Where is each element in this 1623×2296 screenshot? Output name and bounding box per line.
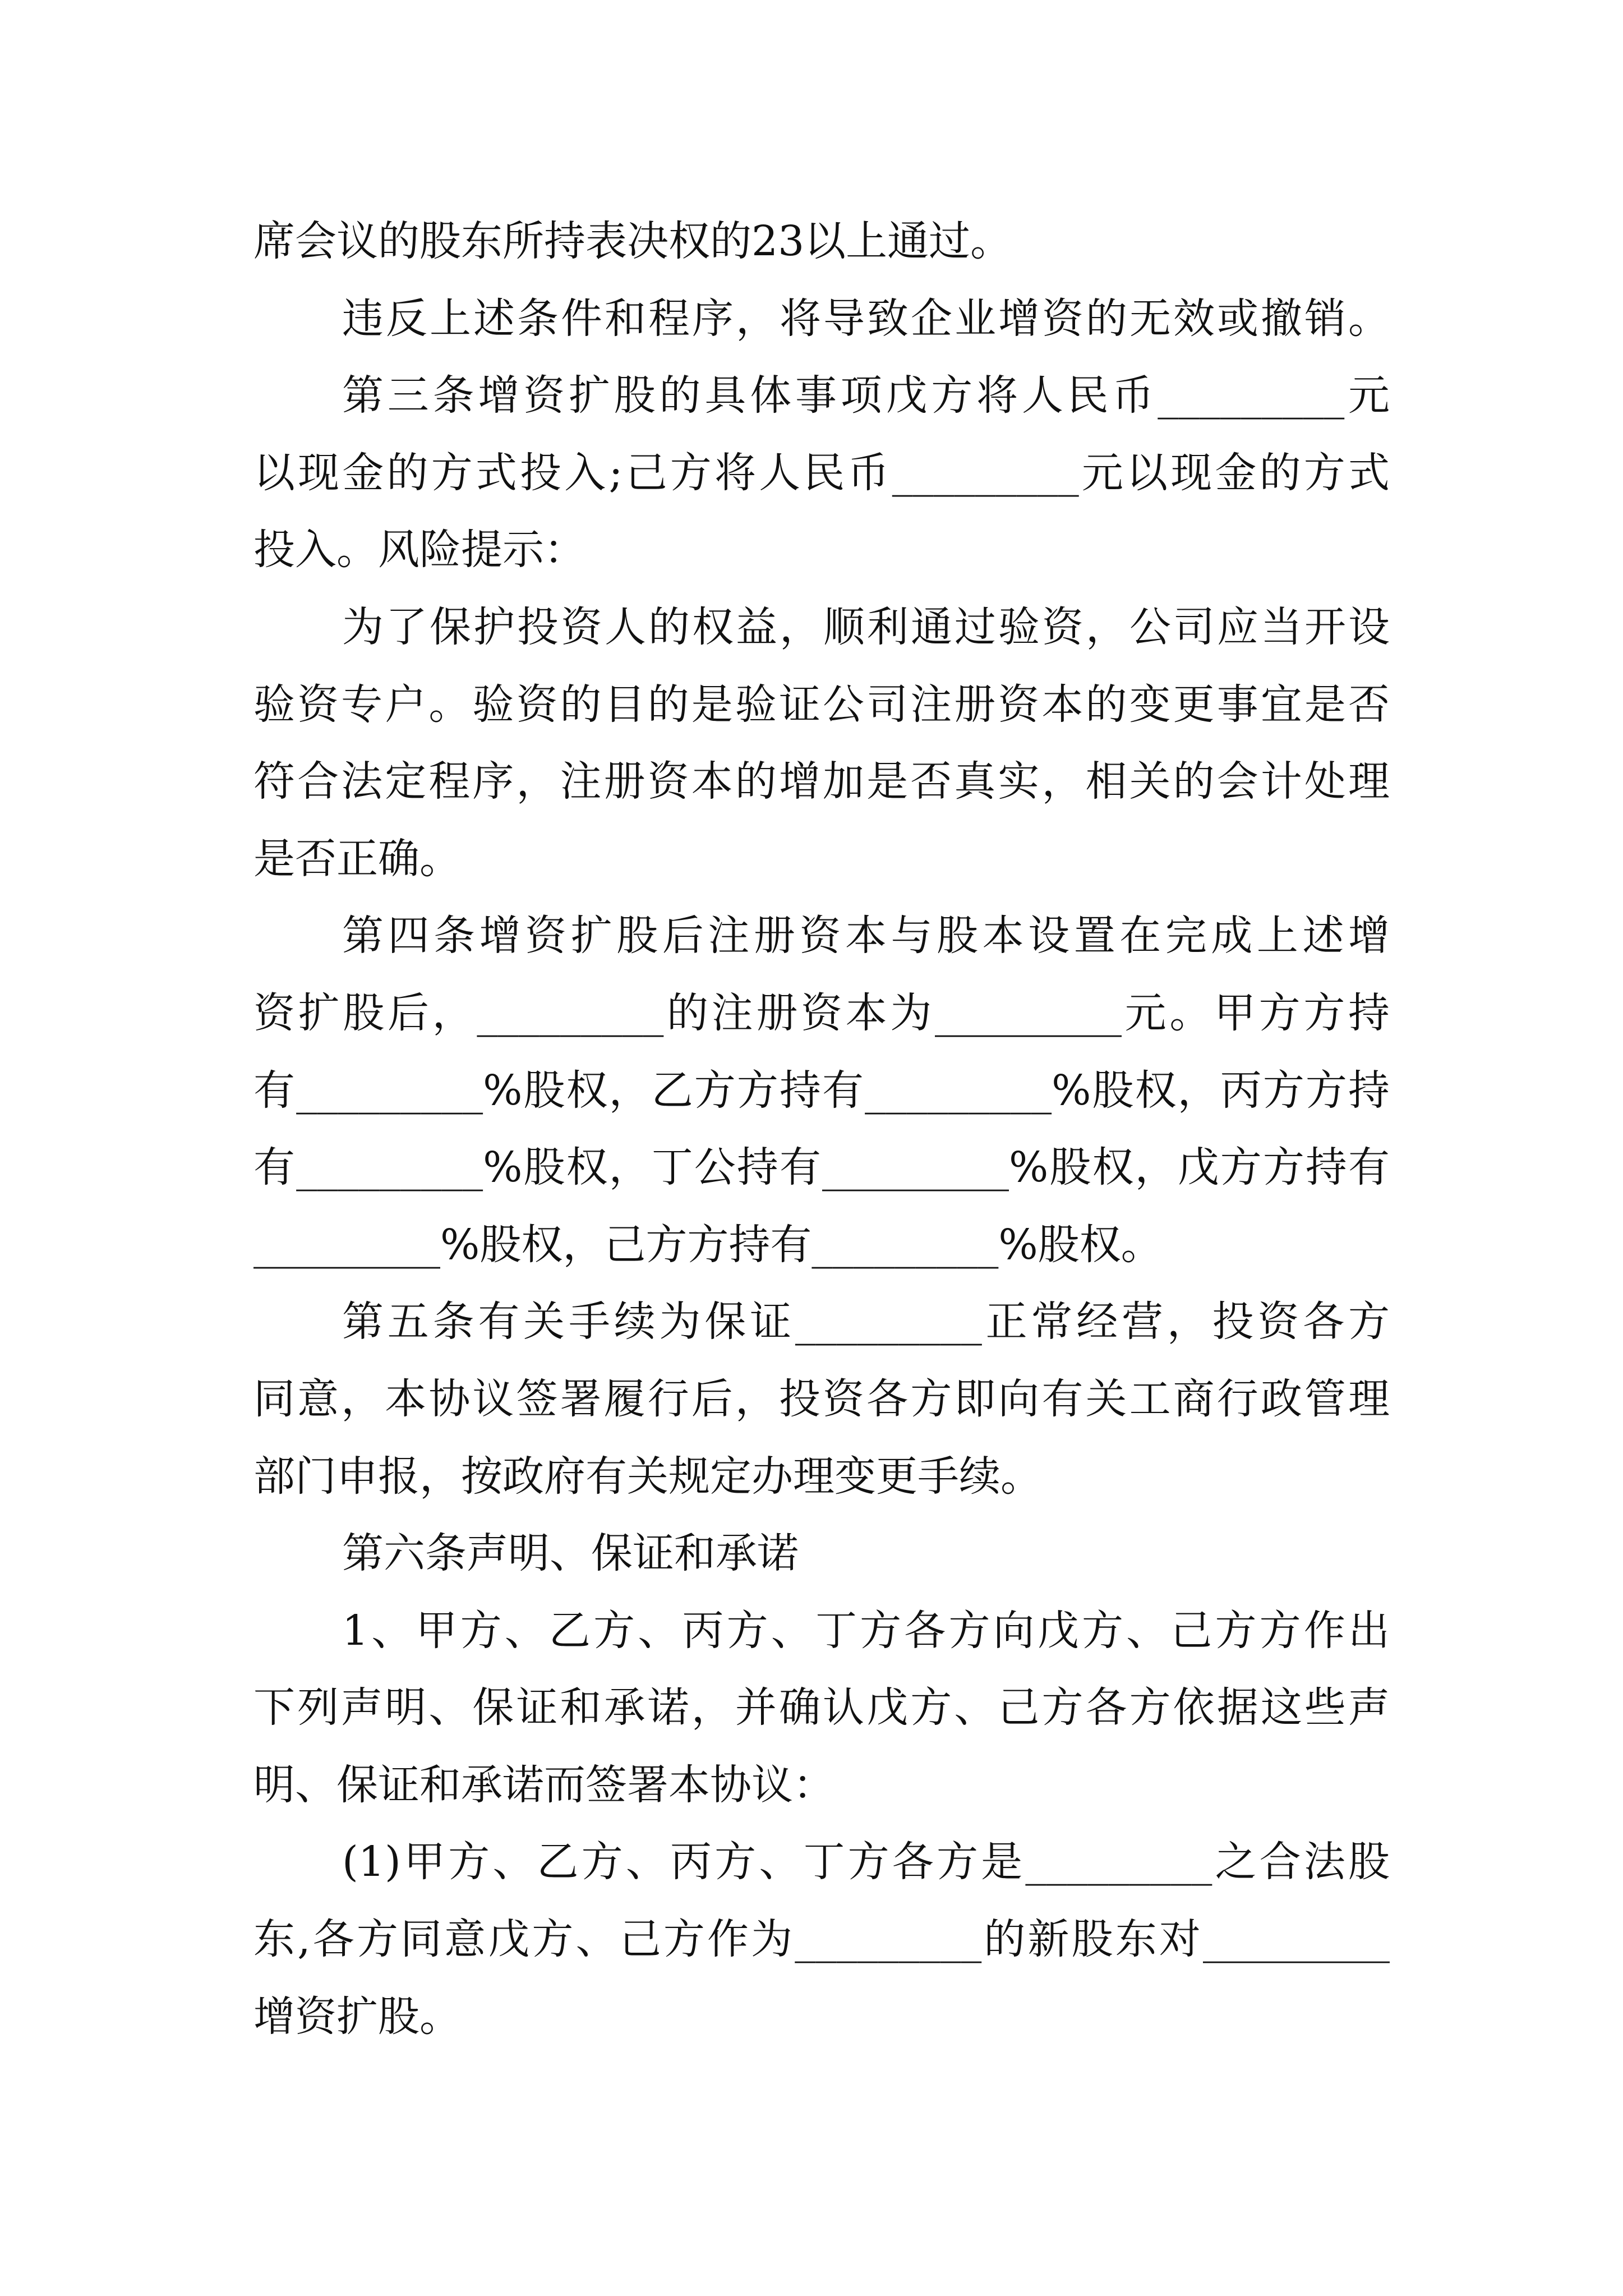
text-line: _________%股权，己方方持有_________%股权。 bbox=[253, 1220, 1163, 1269]
text-line: 违反上述条件和程序，将导致企业增资的无效或撤销。 bbox=[342, 294, 1390, 343]
text-line: 增资扩股。 bbox=[253, 1992, 461, 2041]
text-line: 有_________%股权，乙方方持有_________%股权，丙方方持 bbox=[253, 1066, 1390, 1115]
text-line: 为了保护投资人的权益，顺利通过验资，公司应当开设 bbox=[342, 602, 1390, 651]
text-line: 以现金的方式投入;己方将人民币_________元以现金的方式 bbox=[253, 448, 1390, 497]
text-line: 东,各方同意戊方、己方作为_________的新股东对_________ bbox=[253, 1915, 1390, 1964]
text-line: 第三条增资扩股的具体事项戊方将人民币_________元 bbox=[342, 371, 1390, 420]
text-line: 1、甲方、乙方、丙方、丁方各方向戊方、己方方作出 bbox=[342, 1606, 1390, 1655]
text-line: 资扩股后，_________的注册资本为_________元。甲方方持 bbox=[253, 988, 1390, 1037]
text-line: 是否正确。 bbox=[253, 834, 461, 883]
text-line: 部门申报，按政府有关规定办理变更手续。 bbox=[253, 1452, 1042, 1501]
text-line: 下列声明、保证和承诺，并确认戊方、己方各方依据这些声 bbox=[253, 1683, 1390, 1732]
document-body bbox=[253, 203, 1390, 2055]
text-line: 第五条有关手续为保证_________正常经营，投资各方 bbox=[342, 1297, 1390, 1346]
text-line: 第四条增资扩股后注册资本与股本设置在完成上述增 bbox=[342, 912, 1390, 960]
text-line: 有_________%股权，丁公持有_________%股权，戊方方持有 bbox=[253, 1143, 1390, 1192]
text-line: 符合法定程序，注册资本的增加是否真实，相关的会计处理 bbox=[253, 757, 1390, 806]
text-line: (1)甲方、乙方、丙方、丁方各方是_________之合法股 bbox=[342, 1838, 1390, 1887]
text-line: 明、保证和承诺而签署本协议： bbox=[253, 1760, 834, 1809]
text-line: 同意，本协议签署履行后，投资各方即向有关工商行政管理 bbox=[253, 1374, 1390, 1423]
text-line: 验资专户。验资的目的是验证公司注册资本的变更事宜是否 bbox=[253, 680, 1390, 729]
text-line: 投入。风险提示： bbox=[253, 526, 585, 574]
text-line: 席会议的股东所持表决权的23以上通过。 bbox=[253, 217, 1012, 265]
text-line: 第六条声明、保证和承诺 bbox=[342, 1529, 799, 1578]
